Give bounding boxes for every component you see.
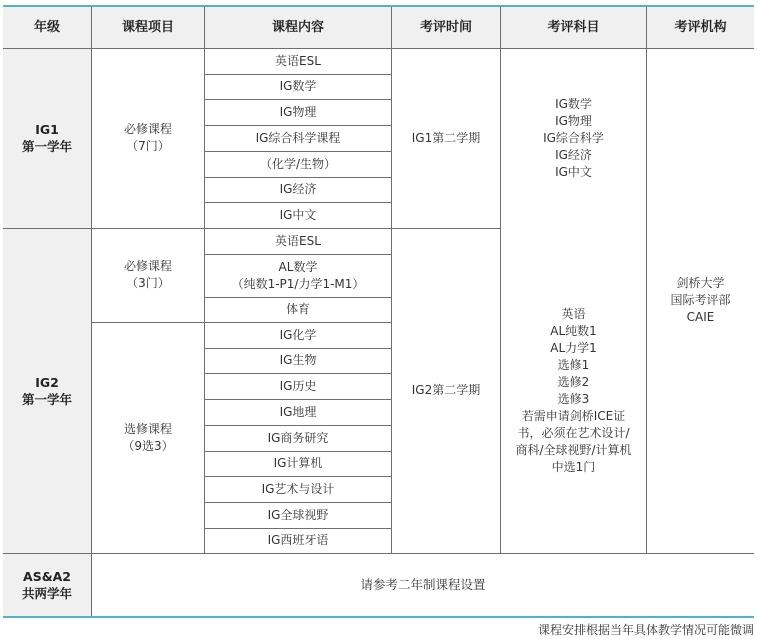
ig2-course-item: 体育: [285, 302, 310, 316]
column-divider: [646, 7, 647, 553]
header-exam-subjects: 考评科目: [547, 20, 600, 35]
ig1-course-item: IG经济: [279, 182, 317, 196]
ig2-grade: IG2 第一学年: [21, 374, 72, 407]
row-divider: [205, 502, 391, 503]
ig1-course-item: IG物理: [279, 104, 317, 119]
header-divider: [3, 48, 754, 49]
header-course-category: 课程项目: [121, 20, 174, 35]
table-bottom-border: [3, 616, 754, 618]
column-divider: [500, 7, 501, 553]
asa2-content: 请参考二年制课程设置: [360, 577, 486, 592]
row-divider: [205, 425, 391, 426]
ig2-elective-item: IG商务研究: [267, 430, 329, 445]
ig1-course-item: IG数学: [279, 79, 317, 93]
row-divider: [205, 297, 391, 298]
table-top-border: [3, 5, 754, 7]
ig2-elective-item: IG全球视野: [267, 507, 329, 522]
ig2-elective-category: 选修课程 （9选3）: [122, 421, 174, 453]
row-divider: [205, 373, 391, 374]
ig1-ig2-divider: [3, 228, 501, 229]
ig2-course-item: AL数学 （纯数1-P1/力学1-M1）: [231, 259, 365, 291]
row-divider: [205, 74, 391, 75]
row-divider: [205, 348, 391, 349]
row-divider: [205, 528, 391, 529]
row-divider: [205, 202, 391, 203]
ig2-exam-subjects: 英语 AL纯数1 AL力学1 选修1 选修2 选修3 若需申请剑桥ICE证 书，必须在艺术设计/ 商科/全球视野/计算机 中选1门: [515, 306, 632, 474]
ig2-asa2-divider: [3, 553, 754, 554]
required-elective-divider: [92, 322, 391, 323]
footnote: 课程安排根据当年具体教学情况可能微调: [537, 623, 754, 637]
ig1-category: 必修课程 （7门）: [123, 122, 172, 153]
row-divider: [205, 177, 391, 178]
column-divider: [391, 7, 392, 553]
ig2-course-item: 英语ESL: [275, 233, 321, 248]
row-divider: [205, 125, 391, 126]
ig2-exam-time: IG2第二学期: [411, 383, 481, 397]
row-divider: [205, 151, 391, 152]
ig2-elective-item: IG艺术与设计: [261, 481, 335, 496]
row-divider: [205, 399, 391, 400]
ig1-course-item: IG中文: [279, 207, 317, 222]
header-grade: 年级: [33, 20, 60, 35]
ig1-grade: IG1 第一学年: [21, 122, 72, 154]
row-divider: [205, 476, 391, 477]
header-exam-board: 考评机构: [674, 20, 727, 35]
ig2-elective-item: IG历史: [279, 378, 317, 393]
ig2-elective-item: IG西班牙语: [267, 533, 329, 547]
header-exam-time: 考评时间: [419, 20, 472, 35]
ig1-course-item: （化学/生物）: [259, 156, 337, 171]
exam-board: 剑桥大学 国际考评部 CAIE: [670, 276, 731, 324]
row-divider: [205, 451, 391, 452]
ig2-elective-item: IG计算机: [273, 456, 323, 470]
ig1-course-item: IG综合科学课程: [255, 130, 341, 145]
ig2-elective-item: IG地理: [279, 404, 317, 419]
ig2-elective-item: IG化学: [279, 327, 317, 342]
ig2-required-category: 必修课程 （3门）: [123, 259, 172, 290]
row-divider: [205, 254, 391, 255]
ig1-exam-subjects: IG数学 IG物理 IG综合科学 IG经济 IG中文: [543, 96, 604, 179]
ig1-exam-time: IG1第二学期: [411, 130, 481, 145]
row-divider: [205, 99, 391, 100]
ig2-elective-item: IG生物: [279, 353, 317, 367]
asa2-grade: AS&A2 共两学年: [21, 568, 72, 601]
column-divider: [204, 7, 205, 553]
column-divider: [91, 7, 92, 616]
ig1-course-item: 英语ESL: [275, 53, 321, 68]
header-course-content: 课程内容: [271, 20, 324, 35]
